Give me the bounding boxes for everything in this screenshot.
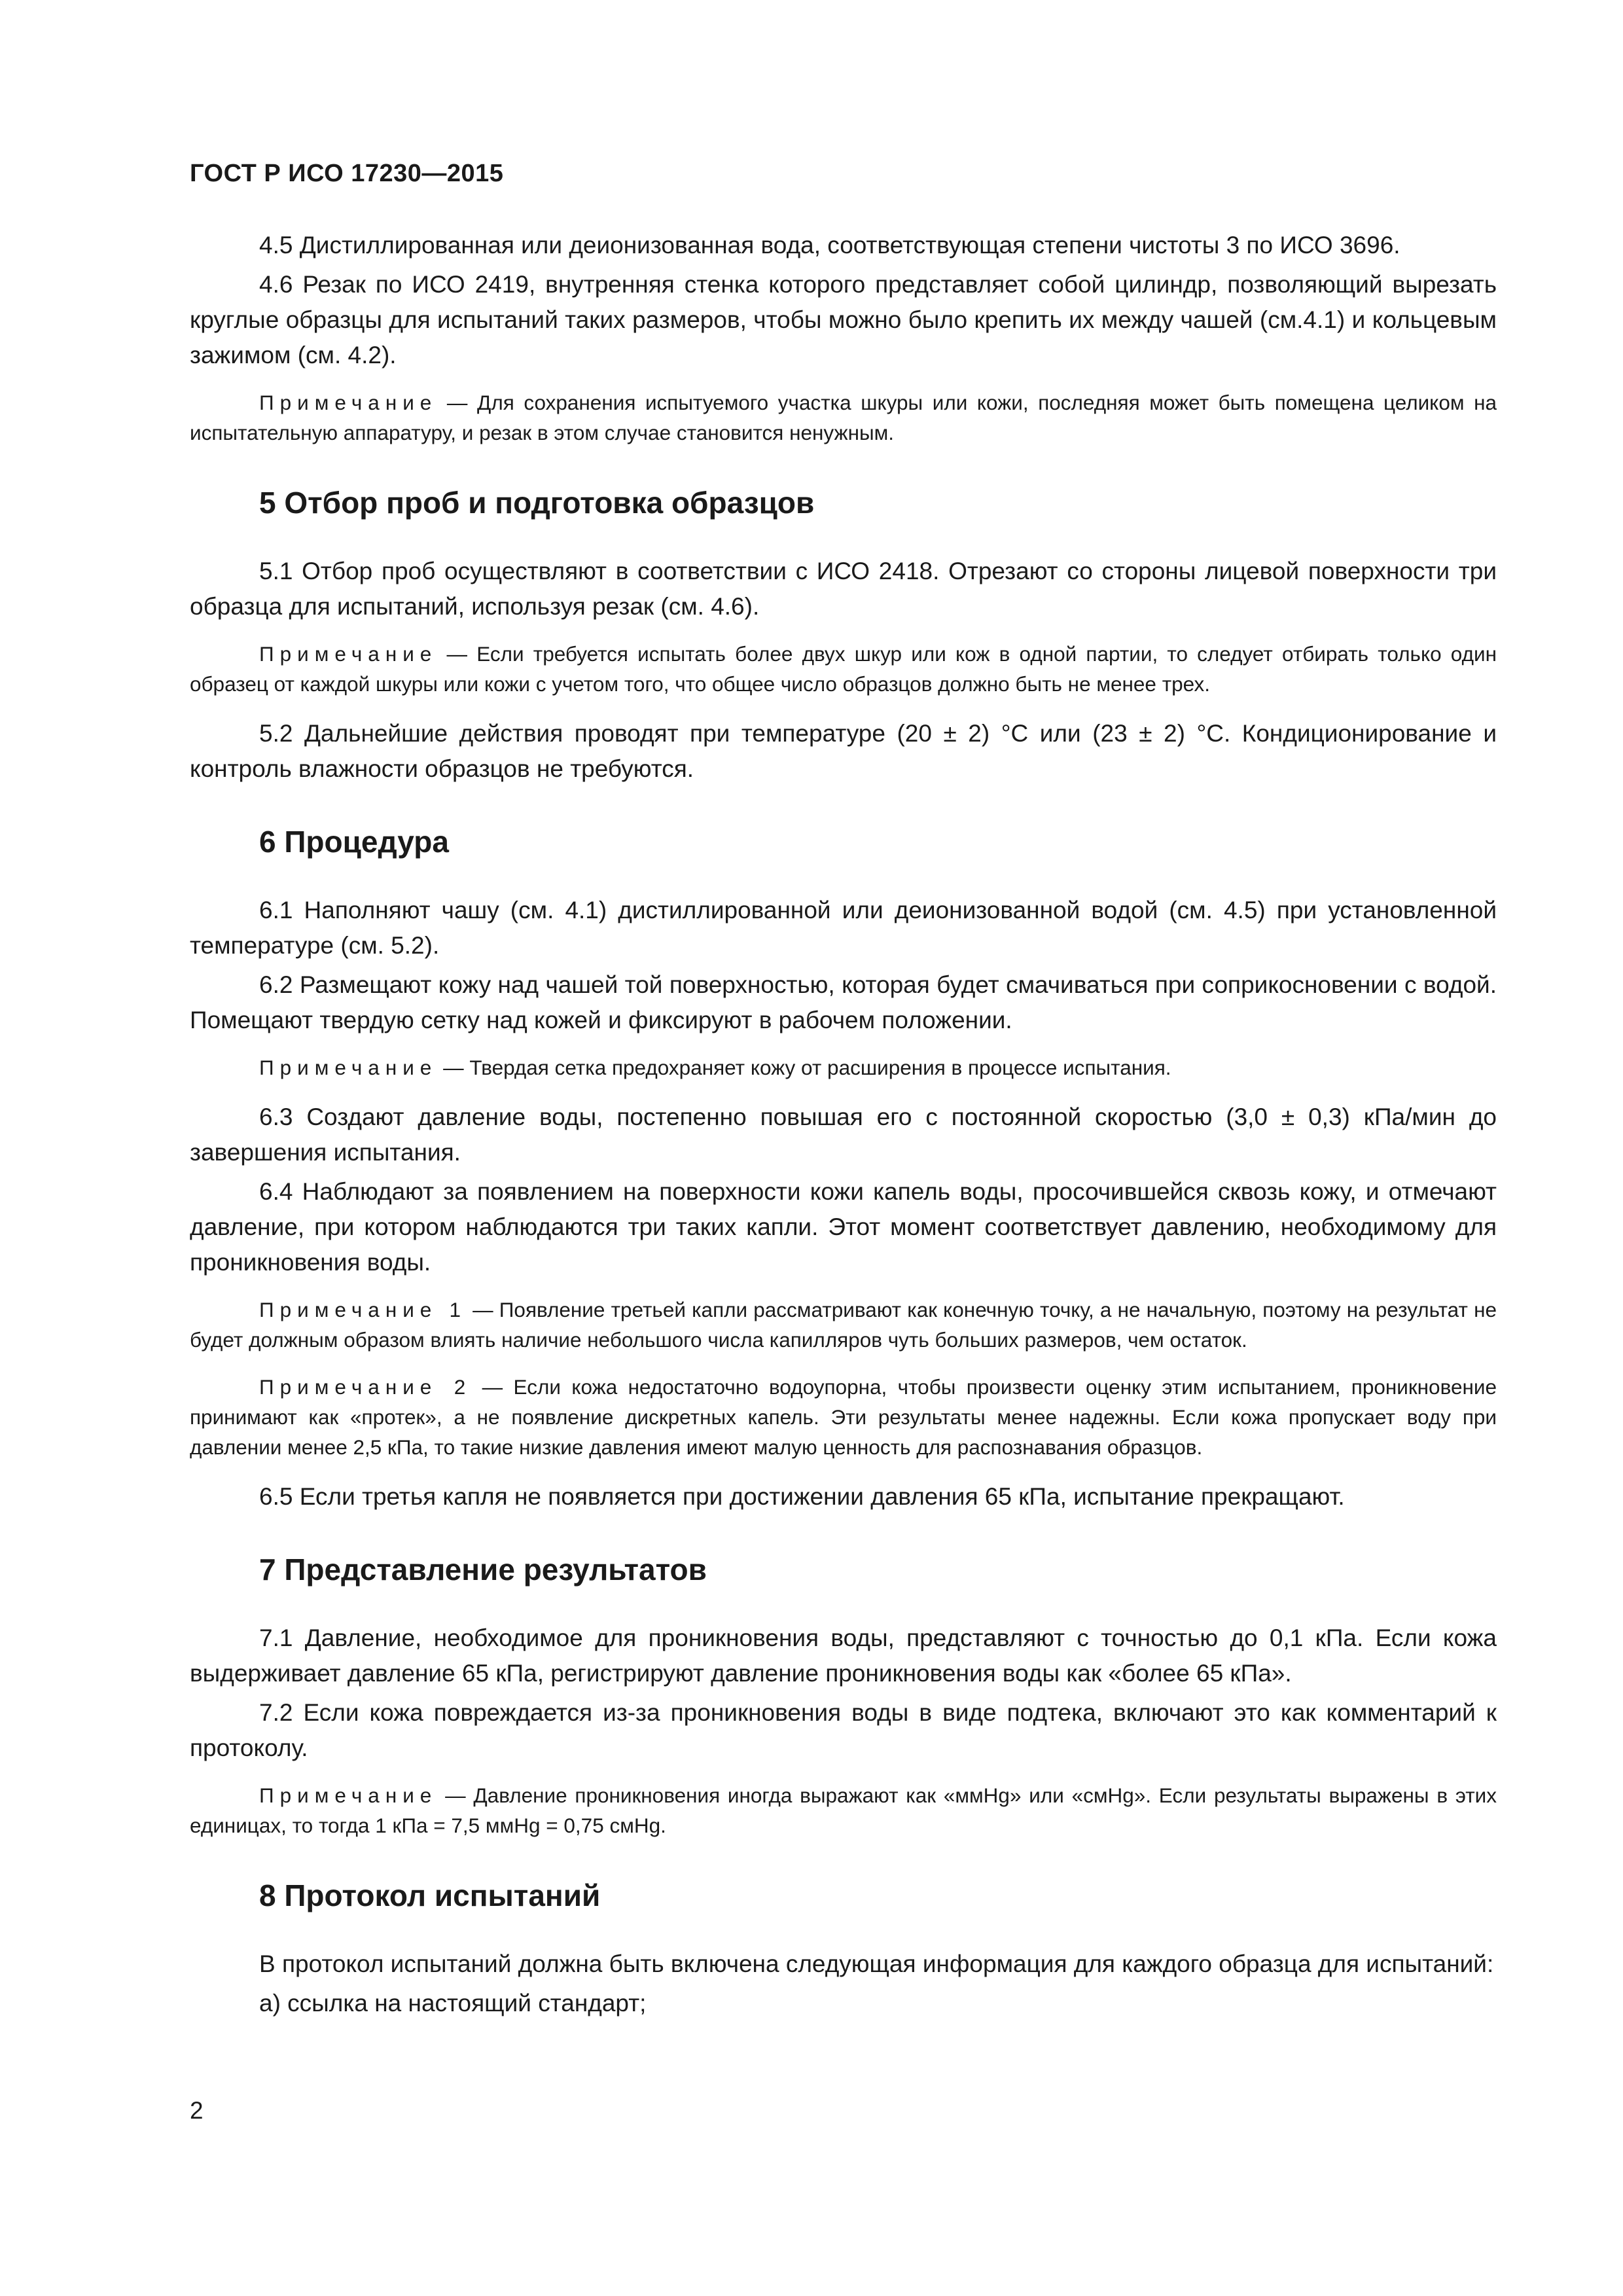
section-8-heading: 8 Протокол испытаний (259, 1878, 601, 1912)
note-label: Примечание (259, 1784, 438, 1807)
note-5-1 (190, 639, 1497, 699)
paragraph-5-2: 5.2 Дальнейшие действия проводят при температуре (20 ± 2) °С или (23 ± 2) °С. Кондиционирование и контроль влажности образцов не требуются. (190, 720, 1497, 782)
note-6-4-2 (190, 1372, 1497, 1462)
paragraph-7-2: 7.2 Если кожа повреждается из-за проникновения воды в виде подтека, включают это как комментарий к протоколу. (190, 1699, 1497, 1761)
section-7-heading: 7 Представление результатов (259, 1552, 707, 1587)
note-label: Примечание (259, 1056, 438, 1079)
paragraph-7-1: 7.1 Давление, необходимое для проникновения воды, представляют с точностью до 0,1 кПа. Если кожа выдерживает давление 65 кПа, регистрируют давление проникновения воды как «более 65 кПа». (190, 1624, 1497, 1687)
paragraph-4-6: 4.6 Резак по ИСО 2419, внутренняя стенка которого представляет собой цилиндр, позволяющий вырезать круглые образцы для испытаний таких размеров, чтобы можно было крепить их между чашей (см.4.1) и кольцевым зажимом (см. 4.2). (190, 271, 1497, 368)
note-6-4-1 (190, 1295, 1497, 1355)
note-text: — Появление третьей капли рассматривают как конечную точку, а не начальную, поэтому на результат не будет должным образом влиять наличие небольшого числа капилляров чуть больших размеров, чем остаток. (190, 1298, 1497, 1352)
note-text: — Твердая сетка предохраняет кожу от расширения в процессе испытания. (437, 1056, 1171, 1079)
standard-header: ГОСТ Р ИСО 17230—2015 (190, 160, 504, 187)
paragraph-6-4: 6.4 Наблюдают за появлением на поверхности кожи капель воды, просочившейся сквозь кожу, и отмечают давление, при котором наблюдаются три таких капли. Этот момент соответствует давлению, необходимому для проникновения воды. (190, 1178, 1497, 1276)
note-text: — Если кожа недостаточно водоупорна, чтобы произвести оценку этим испытанием, проникновение принимают как «протек», а не появление дискретных капель. Эти результаты менее надежны. Если кожа пропускает воду при давлении менее 2,5 кПа, то такие низкие давления имеют малую ценность для распознавания образцов. (190, 1375, 1497, 1459)
note-text: — Давление проникновения иногда выражают как «ммНg» или «смНg». Если результаты выражены в этих единицах, то тогда 1 кПа = 7,5 ммНg = 0,75 смНg. (190, 1784, 1497, 1837)
document-body (190, 228, 1497, 2025)
note-label: Примечание 1 (259, 1298, 467, 1321)
note-7-2 (190, 1780, 1497, 1840)
section-6-heading: 6 Процедура (259, 825, 449, 859)
paragraph-8-a: а) ссылка на настоящий стандарт; (259, 1990, 647, 2017)
paragraph-6-5: 6.5 Если третья капля не появляется при достижении давления 65 кПа, испытание прекращают. (259, 1483, 1345, 1510)
note-4-6 (190, 387, 1497, 448)
section-5-heading: 5 Отбор проб и подготовка образцов (259, 486, 815, 520)
paragraph-8: В протокол испытаний должна быть включена следующая информация для каждого образца для испытаний: (259, 1950, 1494, 1977)
note-text: — Для сохранения испытуемого участка шкуры или кожи, последняя может быть помещена целиком на испытательную аппаратуру, и резак в этом случае становится ненужным. (190, 391, 1497, 444)
page-number: 2 (190, 2097, 204, 2124)
paragraph-4-5: 4.5 Дистиллированная или деионизованная вода, соответствующая степени чистоты 3 по ИСО 3696. (259, 232, 1400, 259)
paragraph-6-2: 6.2 Размещают кожу над чашей той поверхностью, которая будет смачиваться при соприкосновении с водой. Помещают твердую сетку над кожей и фиксируют в рабочем положении. (190, 971, 1497, 1033)
paragraph-6-1: 6.1 Наполняют чашу (см. 4.1) дистиллированной или деионизованной водой (см. 4.5) при установленной температуре (см. 5.2). (190, 897, 1497, 959)
paragraph-5-1: 5.1 Отбор проб осуществляют в соответствии с ИСО 2418. Отрезают со стороны лицевой поверхности три образца для испытаний, используя резак (см. 4.6). (190, 558, 1497, 620)
note-label: Примечание 2 (259, 1375, 472, 1399)
note-text: — Если требуется испытать более двух шкур или кож в одной партии, то следует отбирать только один образец от каждой шкуры или кожи с учетом того, что общее число образцов должно быть не менее трех. (190, 642, 1497, 696)
note-label: Примечание (259, 642, 438, 666)
paragraph-6-3: 6.3 Создают давление воды, постепенно повышая его с постоянной скоростью (3,0 ± 0,3) кПа/мин до завершения испытания. (190, 1103, 1497, 1166)
note-label: Примечание (259, 391, 438, 414)
note-6-2 (190, 1052, 1497, 1083)
